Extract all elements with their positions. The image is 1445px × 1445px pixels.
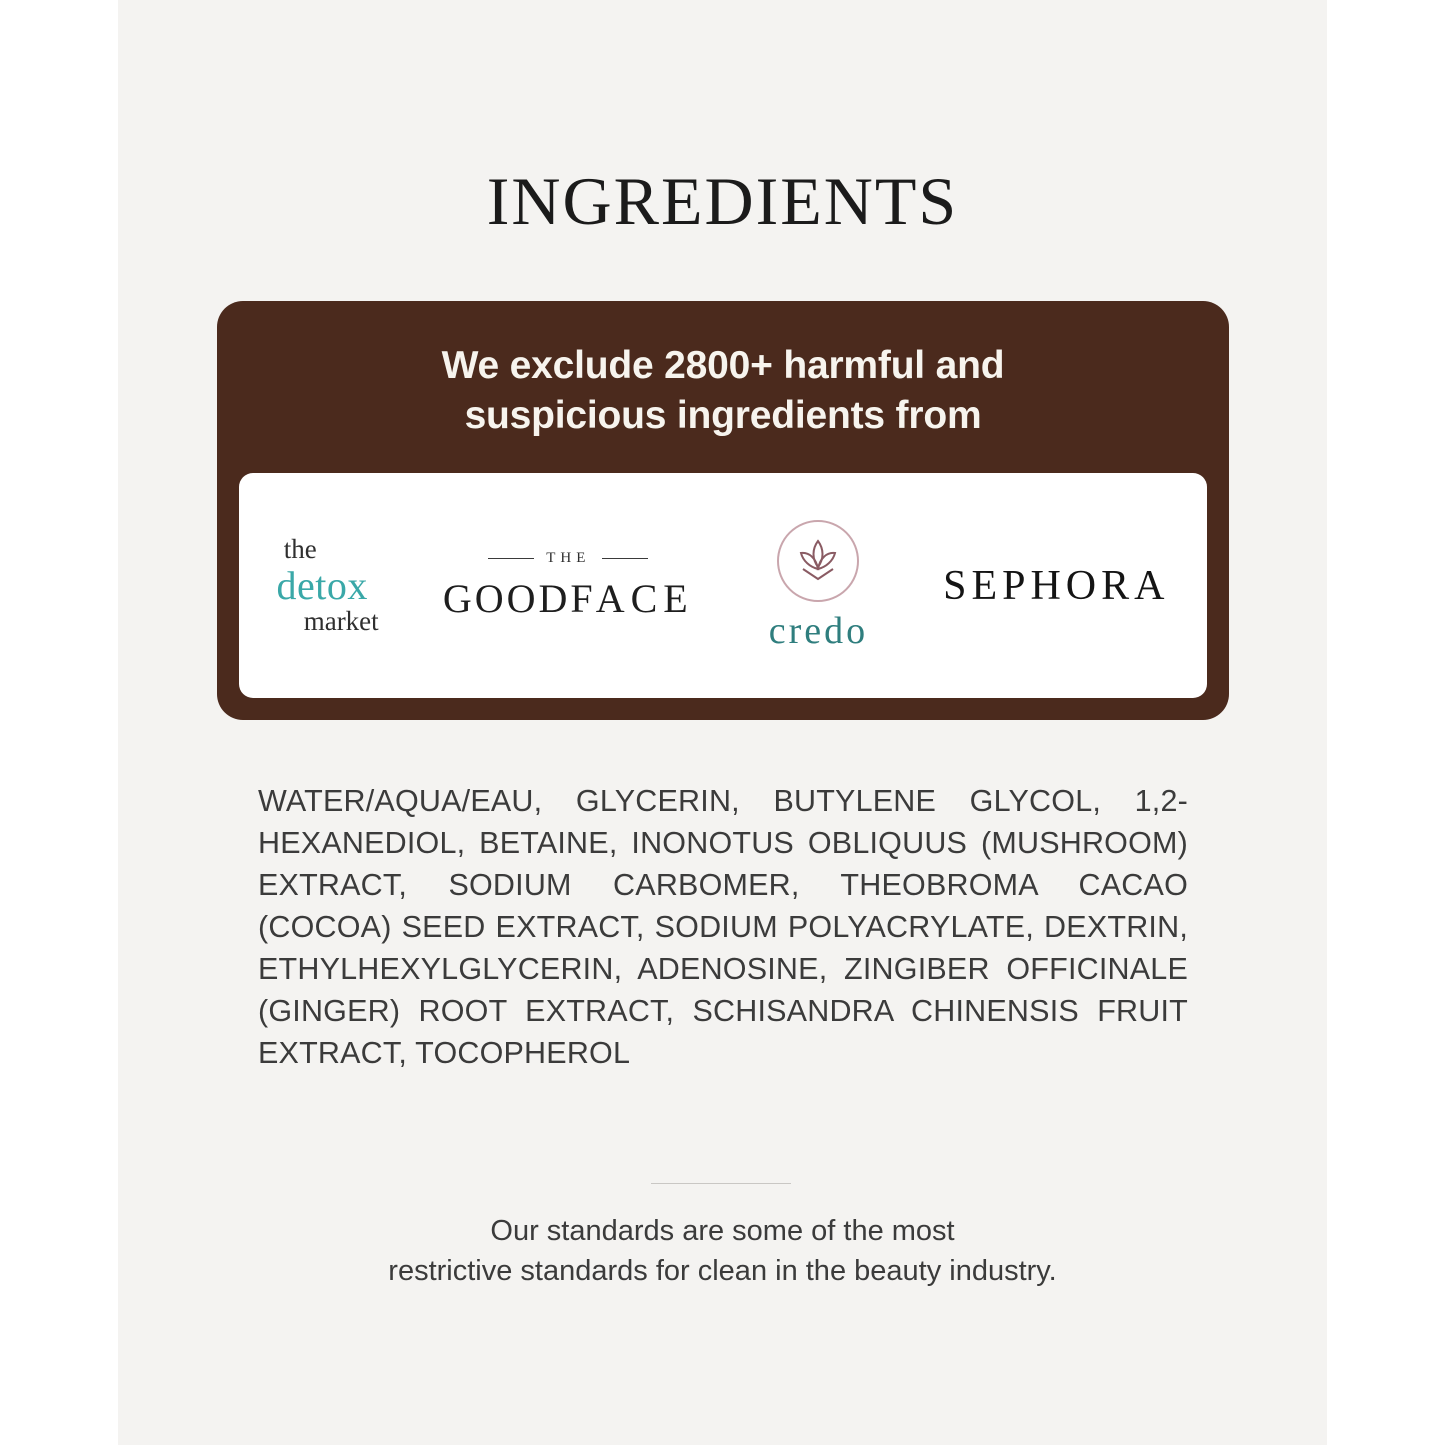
exclusion-heading <box>217 341 1229 441</box>
exclusion-heading-line1: We exclude 2800+ harmful and <box>441 344 1005 387</box>
logo-credo <box>769 519 868 653</box>
ingredients-list: WATER/AQUA/EAU, GLYCERIN, BUTYLENE GLYCOL, 1,2-HEXANEDIOL, BETAINE, INONOTUS OBLIQUUS (MUSHROOM) EXTRACT, SODIUM CARBOMER, THEOBROMA CACAO (COCOA) SEED EXTRACT, SODIUM POLYACRYLATE, DEXTRIN, ETHYLHEXYLGLYCERIN, ADENOSINE, ZINGIBER OFFICINALE (GINGER) ROOT EXTRACT, SCHISANDRA CHINENSIS FRUIT EXTRACT, TOCOPHEROL <box>258 784 1188 1071</box>
logo-the-detox-market <box>276 533 379 637</box>
exclusion-heading-line2: suspicious ingredients from <box>464 393 982 437</box>
section-divider <box>651 1183 791 1184</box>
standards-footnote <box>118 1211 1327 1291</box>
credo-lotus-icon <box>776 519 860 603</box>
credo-wordmark: credo <box>768 609 869 652</box>
page-title: INGREDIENTS <box>486 163 959 239</box>
rule-left-icon <box>488 558 534 559</box>
logo-the-good-face <box>443 550 694 622</box>
goodface-the: THE <box>546 549 591 566</box>
goodface-top-row <box>488 550 648 567</box>
detox-line-detox: detox <box>276 562 368 608</box>
retailer-logo-panel <box>239 473 1207 698</box>
goodface-wordmark <box>443 575 694 622</box>
detox-line-market: market <box>303 606 379 637</box>
standards-footnote-line1: Our standards are some of the most <box>490 1215 955 1247</box>
goodface-word-good: GOOD <box>442 575 571 621</box>
rule-right-icon <box>602 558 648 559</box>
goodface-word-face: FACE <box>570 575 694 621</box>
standards-footnote-line2: restrictive standards for clean in the beauty industry. <box>388 1255 1057 1288</box>
page-canvas <box>118 0 1327 1445</box>
detox-line-the: the <box>283 533 317 564</box>
logo-sephora: SEPHORA <box>943 562 1170 609</box>
exclusion-card <box>217 301 1229 720</box>
